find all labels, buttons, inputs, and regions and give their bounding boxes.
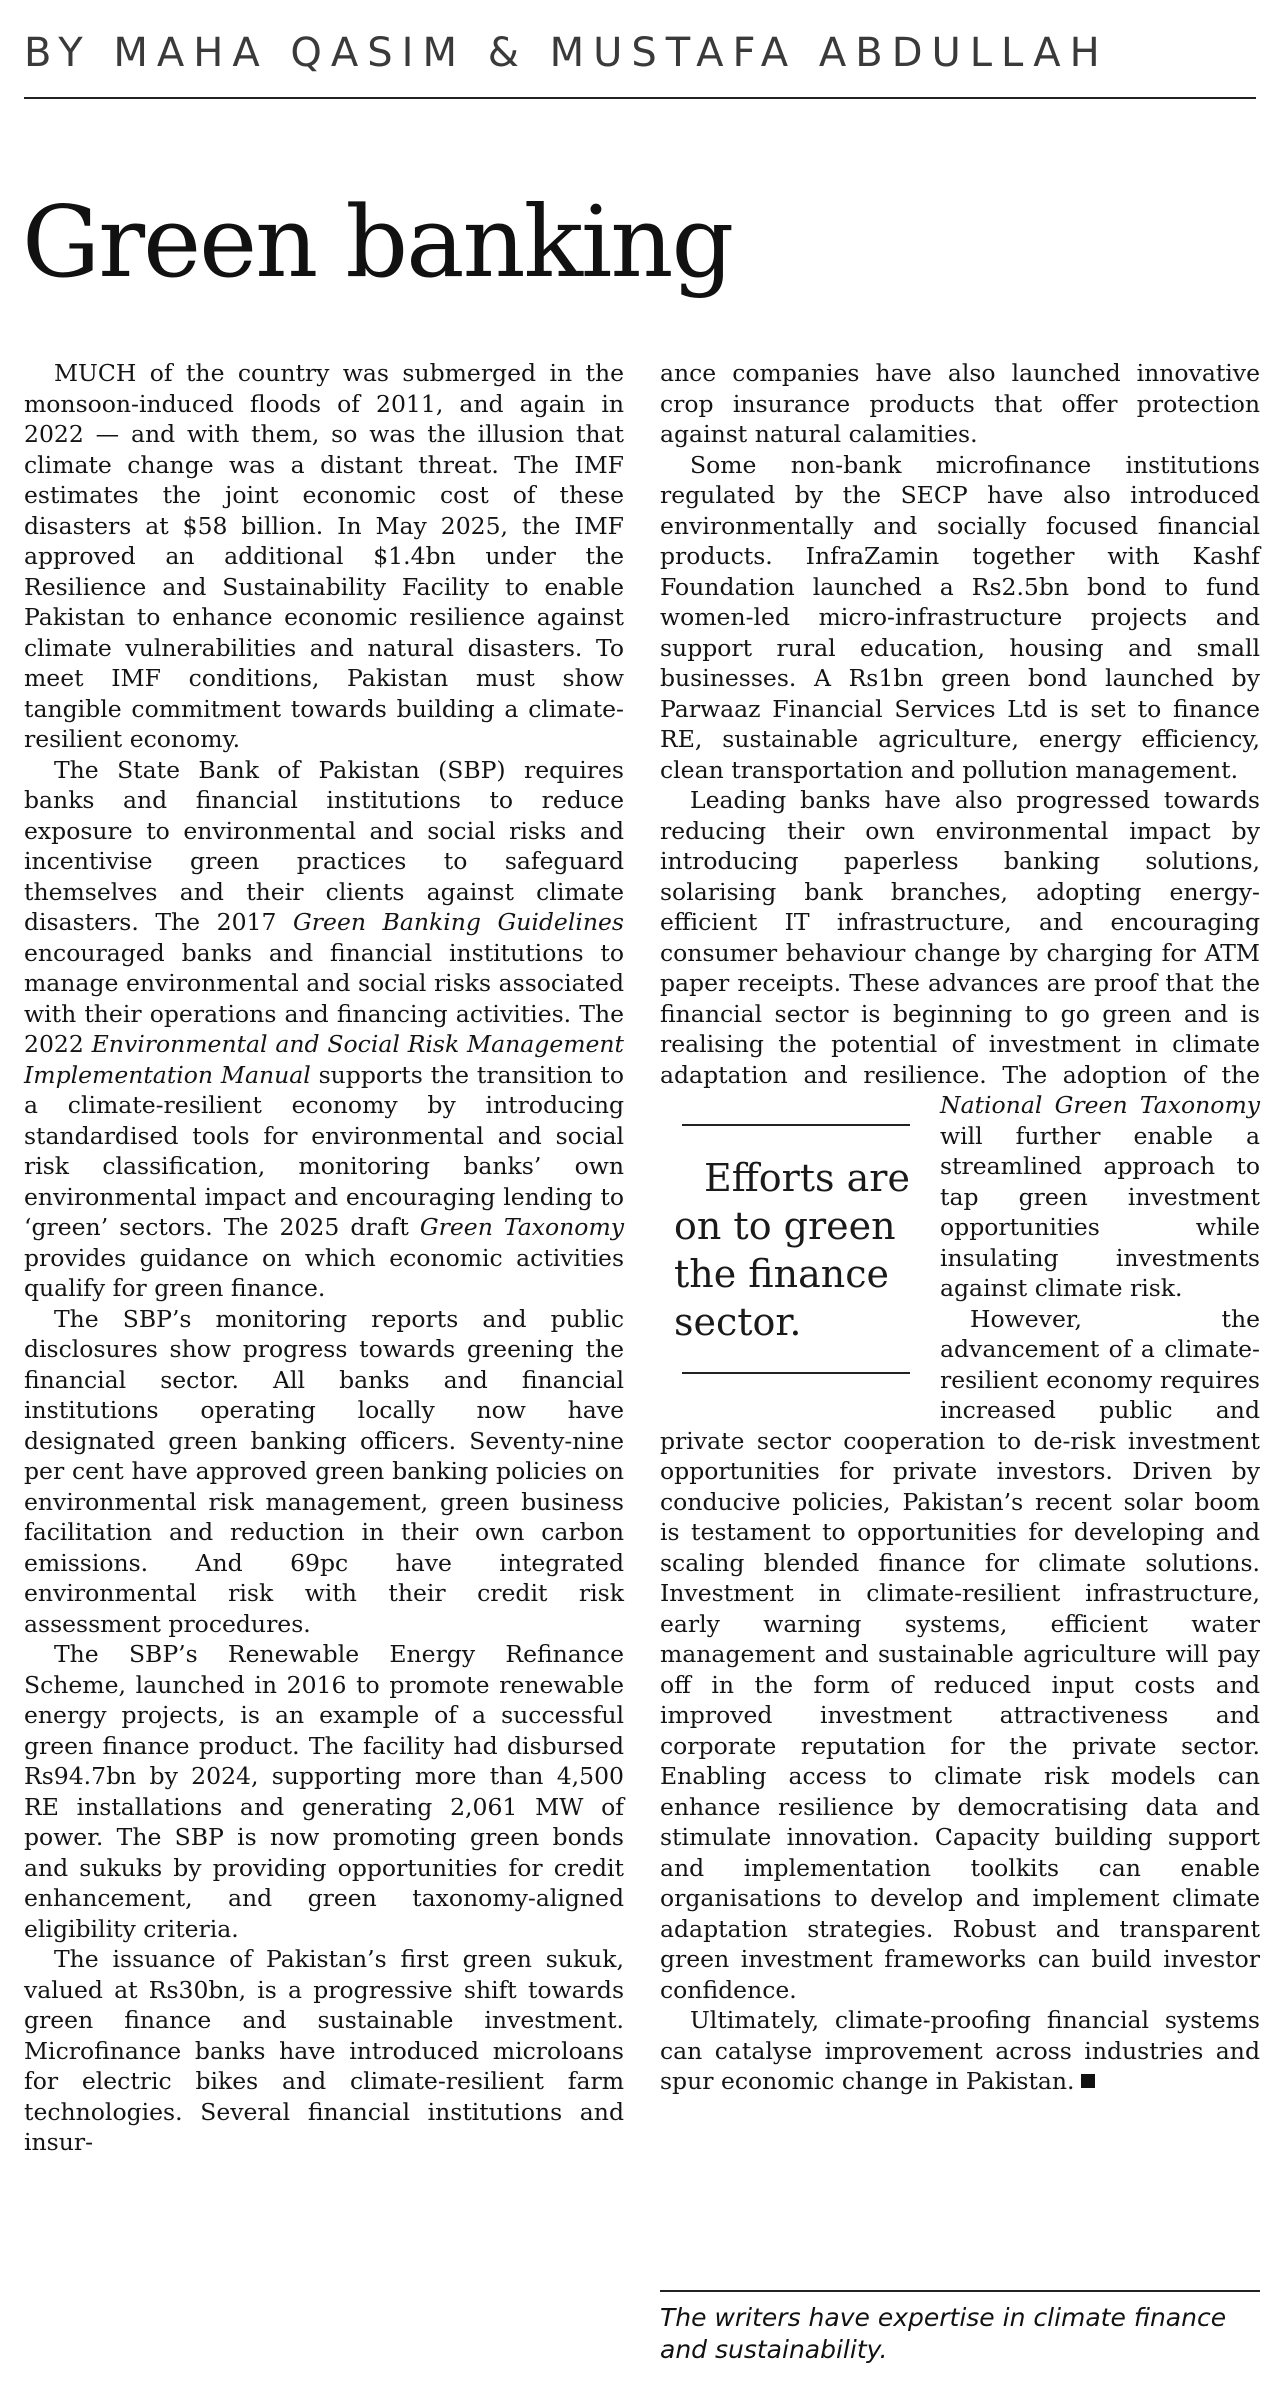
pull-quote	[656, 1098, 926, 1404]
paragraph: The SBP’s Renewable Energy Refinance Scheme, launched in 2016 to promote renewable energy projects, is an example of a successful green finance product. The facility had disbursed Rs94.7bn by 2024, supporting more than 4,500 RE installations and generating 2,061 MW of power. The SBP is now promoting green bonds and sukuks by providing opportunities for credit enhancement, and green taxonomy-aligned eligibility criteria.	[24, 1640, 624, 1943]
italic-title: National Green Taxonomy	[940, 1091, 1260, 1119]
end-mark-icon	[1081, 2074, 1095, 2088]
text-run: provides guidance on which economic activities qualify for green finance.	[24, 1243, 624, 1302]
text-run: Ultimately, climate-proofing financial systems can catalyse improvement across industries and spur economic change in Pakistan.	[660, 2006, 1260, 2095]
writers-note: The writers have expertise in climate finance and sustainability.	[660, 2303, 1227, 2364]
headline: Green banking	[22, 186, 733, 300]
article-column-right	[660, 358, 1260, 2097]
pull-quote-text: Efforts are on to green the finance sector.	[674, 1156, 910, 1344]
paragraph	[660, 785, 1260, 1344]
italic-title: Green Banking Guidelines	[293, 908, 624, 936]
text-run: will further enable a streamlined approach to tap green investment opportunities while insulating investments against climate risk.	[940, 1121, 1260, 1302]
italic-title: Environmental and Social Risk Management Implementation Manual	[24, 1030, 624, 1089]
paragraph	[660, 2005, 1260, 2097]
paragraph: The issuance of Pakistan’s first green sukuk, valued at Rs30bn, is a progressive shift towards green finance and sustainable investment. Microfinance banks have introduced microloans for electric bikes and climate-resilient farm technologies. Several financial institutions and insur-	[24, 1945, 624, 2156]
paragraph: ance companies have also launched innovative crop insurance products that offer protection against natural calamities.	[660, 359, 1260, 448]
byline: BY MAHA QASIM & MUSTAFA ABDULLAH	[24, 30, 1109, 76]
paragraph: However, the advancement of a climate-resilient economy requires increased public and private sector cooperation to de-risk investment opportunities for private investors. Driven by conducive policies, Pakistan’s recent solar boom is testament to opportunities for developing and scaling blended finance for climate solutions. Investment in climate-resilient infrastructure, early warning systems, efficient water management and sustainable agriculture will pay off in the form of reduced input costs and improved investment attractiveness and corporate reputation for the private sector. Enabling access to climate risk models can enhance resilience by democratising data and stimulate innovation. Capacity building support and implementation toolkits can enable organisations to develop and implement climate adaptation strategies. Robust and transparent green investment frameworks can build investor confidence.	[660, 1304, 1260, 2004]
top-rule	[24, 97, 1256, 99]
text-run: encouraged banks and financial institutions to manage environmental and social risks associated with their operations and financing activities. The 2022	[24, 938, 624, 1058]
text-run: The State Bank of Pakistan (SBP) requires banks and financial institutions to reduce exposure to environmental and social risks and incentivise green practices to safeguard themselves and their clients against climate disasters. The 2017	[24, 755, 624, 936]
paragraph: The SBP’s monitoring reports and public disclosures show progress towards greening the financial sector. All banks and financial institutions operating locally now have designated green banking officers. Seventy-nine per cent have approved green banking policies on environmental risk management, green business facilitation and reduction in their own carbon emissions. And 69pc have integrated environmental risk with their credit risk assessment procedures.	[24, 1304, 624, 1638]
article-column-left	[24, 358, 624, 2158]
italic-title: Green Taxonomy	[419, 1213, 625, 1241]
paragraph: Some non-bank microfinance institutions regulated by the SECP have also introduced environmentally and socially focused financial products. InfraZamin together with Kashf Foundation launched a Rs2.5bn bond to fund women-led micro-infrastructure projects and support rural education, housing and small businesses. A Rs1bn green bond launched by Parwaaz Financial Services Ltd is set to finance RE, sustainable agriculture, energy efficiency, clean transportation and pollution management.	[660, 450, 1260, 784]
text-run: Leading banks have also progressed towards reducing their own environmental impact by introducing paperless banking solutions, solarising bank branches, adopting energy-efficient IT infrastructure, and encouraging consumer behaviour change by charging for ATM paper receipts. These advances are proof that the financial sector is beginning to go green and is realising the potential of investment in climate adaptation and resilience. The adoption of the	[660, 786, 1260, 1089]
pull-quote-rule-bottom	[682, 1372, 910, 1374]
paragraph	[24, 755, 624, 1304]
paragraph: MUCH of the country was submerged in the monsoon-induced floods of 2011, and again in 2022 — and with them, so was the illusion that climate change was a distant threat. The IMF estimates the joint economic cost of these disasters at $58 billion. In May 2025, the IMF approved an additional $1.4bn under the Resilience and Sustainability Facility to enable Pakistan to enhance economic resilience against climate vulnerabilities and natural disasters. To meet IMF conditions, Pakistan must show tangible commitment towards building a climate-resilient economy.	[24, 359, 624, 753]
footer-rule	[660, 2290, 1260, 2292]
text-run: supports the transition to a climate-resilient economy by introducing standardised tools for environmental and social risk classification, monitoring banks’ own environmental impact and encouraging lending to ‘green’ sectors. The 2025 draft	[24, 1060, 624, 1241]
